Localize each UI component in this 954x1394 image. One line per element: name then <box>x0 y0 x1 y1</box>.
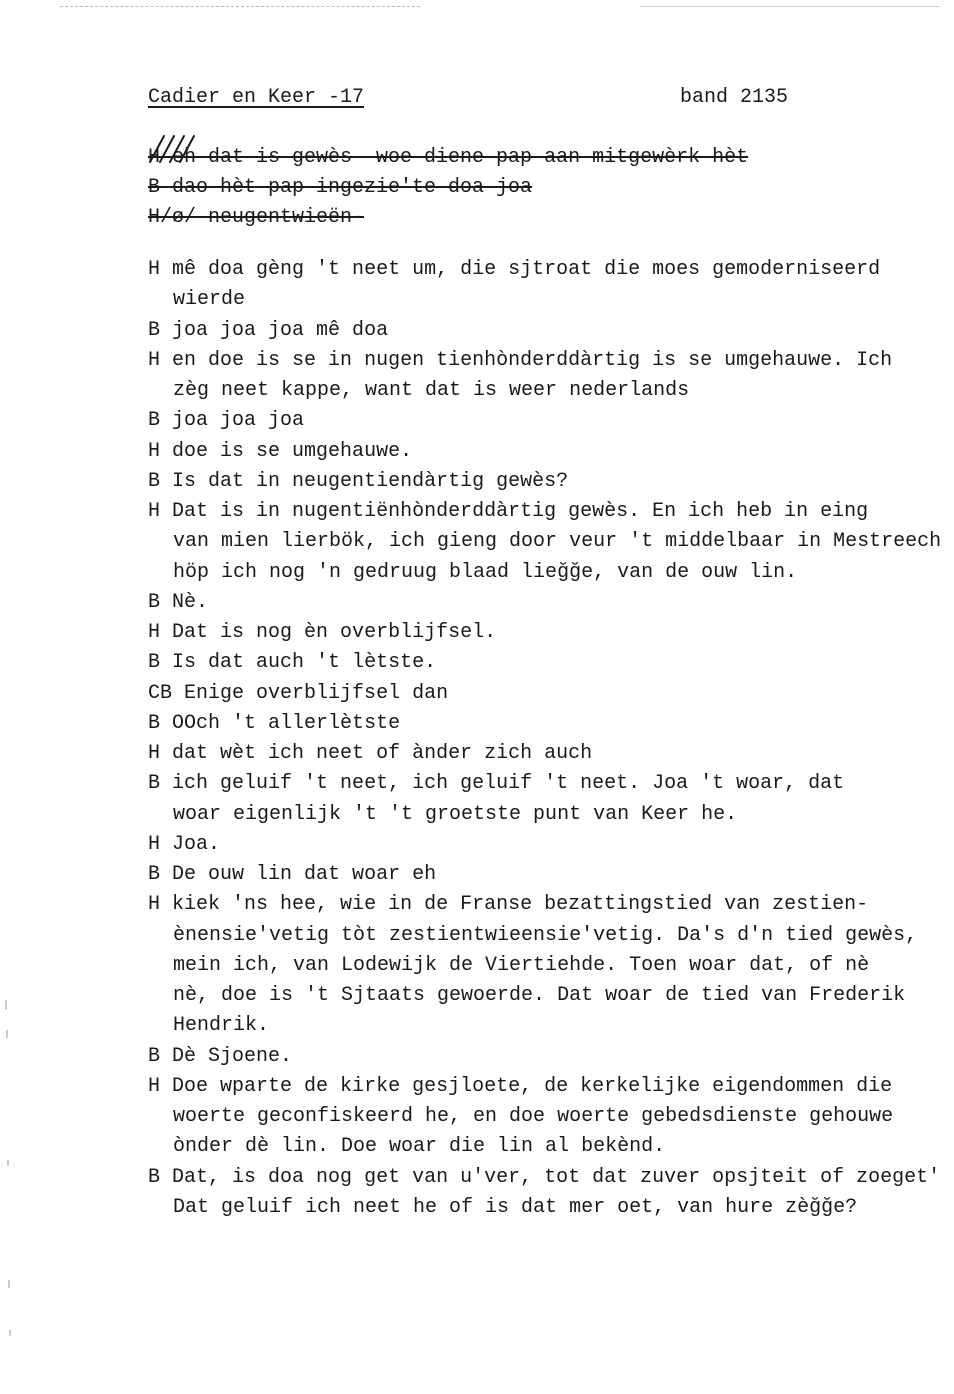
transcript-line <box>148 860 948 890</box>
speaker-label: B <box>148 1165 161 1189</box>
dialogue-turn <box>148 890 948 1041</box>
utterance-text: Is dat in neugentiendàrtig gewès? <box>172 469 569 493</box>
utterance-text: woerte geconfiskeerd he, en doe woerte gebedsdienste gehouwe <box>173 1105 894 1128</box>
struck-out-lines <box>148 143 848 233</box>
speaker-label: B <box>148 711 161 735</box>
page-header <box>148 83 808 113</box>
transcript-line <box>148 255 948 285</box>
dialogue-turn <box>148 1042 948 1072</box>
transcript-line <box>148 376 948 406</box>
speaker-label: H <box>148 348 161 372</box>
speaker-label: H <box>148 742 161 765</box>
speaker-label: B <box>148 318 161 342</box>
dialogue-turn <box>148 860 948 890</box>
utterance-text: ènensie'vetig tòt zestientwieensie'vetig. Da's d'n tied gewès, <box>173 923 918 947</box>
utterance-text: nè, doe is 't Sjtaats gewoerde. Dat woar de tied van Frederik <box>173 984 906 1007</box>
struck-line: B dao hèt pap ingezie'te doa joa <box>148 176 533 199</box>
transcript-line <box>148 406 948 436</box>
speaker-label: H <box>148 439 161 463</box>
dialogue-turn <box>148 588 948 618</box>
utterance-text: woar eigenlijk 't 't groetste punt van Keer he. <box>173 802 738 826</box>
dialogue-turn <box>148 497 948 588</box>
transcript-line <box>148 1072 948 1102</box>
speaker-label: B <box>148 1044 161 1068</box>
transcript-line <box>148 800 948 830</box>
transcript-line <box>148 951 948 981</box>
utterance-text: OOch 't allerlètste <box>172 711 401 735</box>
speaker-label: B <box>148 590 161 614</box>
utterance-text: Dat is in nugentiënhònderddàrtig gewès. En ich heb in eing <box>172 500 869 523</box>
speaker-label: B <box>148 651 161 675</box>
dialogue-turn <box>148 467 948 497</box>
utterance-text: ònder dè lin. Doe woar die lin al bekènd. <box>173 1135 666 1159</box>
transcript-line <box>148 830 948 860</box>
transcript-line <box>148 316 948 346</box>
utterance-text: wierde <box>173 288 246 312</box>
dialogue-turn <box>148 1072 948 1163</box>
dialogue-turn <box>148 316 948 346</box>
utterance-text: Dat geluif ich neet he of is dat mer oet, van hure zèğğe? <box>173 1195 858 1219</box>
transcript-line <box>148 437 948 467</box>
struck-line: H/ø/ neugentwieën- <box>148 206 365 229</box>
transcript-line <box>148 648 948 678</box>
speaker-label: H <box>148 621 161 644</box>
transcript-line <box>148 346 948 376</box>
transcript-line <box>148 1132 948 1162</box>
utterance-text: höp ich nog 'n gedruug blaad lieğğe, van de ouw lin. <box>173 560 798 584</box>
dialogue-turn <box>148 618 948 648</box>
speaker-label: H <box>148 500 161 523</box>
utterance-text: mein ich, van Lodewijk de Viertiehde. Toen woar dat, of nè <box>173 953 870 977</box>
speaker-label: H <box>148 832 161 856</box>
transcript-line <box>148 739 948 769</box>
speaker-label: B <box>148 469 161 493</box>
transcript-line <box>148 981 948 1011</box>
dialogue-turn <box>148 648 948 678</box>
transcript-line <box>148 1011 948 1041</box>
transcript-line <box>148 769 948 799</box>
utterance-text: ich geluif 't neet, ich geluif 't neet. Joa 't woar, dat <box>172 772 845 796</box>
speaker-label: H <box>148 893 161 917</box>
transcript-line <box>148 921 948 951</box>
dialogue-turn <box>148 255 948 316</box>
page-title: Cadier en Keer -17 <box>148 86 365 109</box>
speaker-label: B <box>148 409 161 433</box>
scan-edge-mark <box>640 6 940 7</box>
dialogue-turn <box>148 830 948 860</box>
dialogue-turn <box>148 1163 948 1224</box>
transcript-dialogue <box>148 255 948 1223</box>
dialogue-turn <box>148 437 948 467</box>
transcript-line <box>148 527 948 557</box>
utterance-text: Nè. <box>172 590 209 614</box>
transcript-line <box>148 679 948 709</box>
band-number: band 2135 <box>680 86 789 109</box>
transcript-line <box>148 618 948 648</box>
utterance-text: van mien lierbök, ich gieng door veur 't middelbaar in Mestreech <box>173 530 942 554</box>
transcript-line <box>148 709 948 739</box>
dialogue-turn <box>148 346 948 407</box>
transcript-line <box>148 588 948 618</box>
speaker-label: H <box>148 258 161 281</box>
utterance-text: joa joa joa <box>172 409 305 433</box>
transcript-line <box>148 1102 948 1132</box>
utterance-text: De ouw lin dat woar eh <box>172 863 437 886</box>
utterance-text: dat wèt ich neet of ànder zich auch <box>172 742 593 765</box>
dialogue-turn <box>148 739 948 769</box>
utterance-text: Enige overblijfsel dan <box>184 681 449 705</box>
transcript-line <box>148 558 948 588</box>
scan-edge-mark <box>60 6 420 7</box>
dialogue-turn <box>148 709 948 739</box>
speaker-label: H <box>148 1074 161 1098</box>
utterance-text: mê doa gèng 't neet um, die sjtroat die moes gemoderniseerd <box>172 258 881 281</box>
utterance-text: Dè Sjoene. <box>172 1044 293 1068</box>
speaker-label: B <box>148 863 161 886</box>
utterance-text: Dat, is doa nog get van u'ver, tot dat zuver opsjteit of zoeget' <box>172 1165 941 1189</box>
utterance-text: Joa. <box>172 832 221 856</box>
transcript-line <box>148 467 948 497</box>
struck-line: H eh dat is gewès woe diene pap aan mitgewèrk hèt <box>148 146 749 169</box>
transcript-line <box>148 890 948 920</box>
utterance-text: en doe is se in nugen tienhònderddàrtig is se umgehauwe. Ich <box>172 348 893 372</box>
utterance-text: Is dat auch 't lètste. <box>172 651 437 675</box>
dialogue-turn <box>148 406 948 436</box>
utterance-text: doe is se umgehauwe. <box>172 439 413 463</box>
utterance-text: kiek 'ns hee, wie in de Franse bezattingstied van zestien- <box>172 893 869 917</box>
dialogue-turn <box>148 679 948 709</box>
transcript-line <box>148 497 948 527</box>
transcript-line <box>148 1193 948 1223</box>
transcript-line <box>148 1163 948 1193</box>
utterance-text: joa joa joa mê doa <box>172 318 389 342</box>
scan-margin-specks <box>0 980 20 1380</box>
dialogue-turn <box>148 769 948 830</box>
transcript-line <box>148 285 948 315</box>
utterance-text: Dat is nog èn overblijfsel. <box>172 621 497 644</box>
transcript-line <box>148 1042 948 1072</box>
utterance-text: zèg neet kappe, want dat is weer nederlands <box>173 379 690 402</box>
speaker-label: CB <box>148 681 173 705</box>
utterance-text: Doe wparte de kirke gesjloete, de kerkelijke eigendommen die <box>172 1074 893 1098</box>
utterance-text: Hendrik. <box>173 1014 270 1038</box>
speaker-label: B <box>148 772 161 796</box>
